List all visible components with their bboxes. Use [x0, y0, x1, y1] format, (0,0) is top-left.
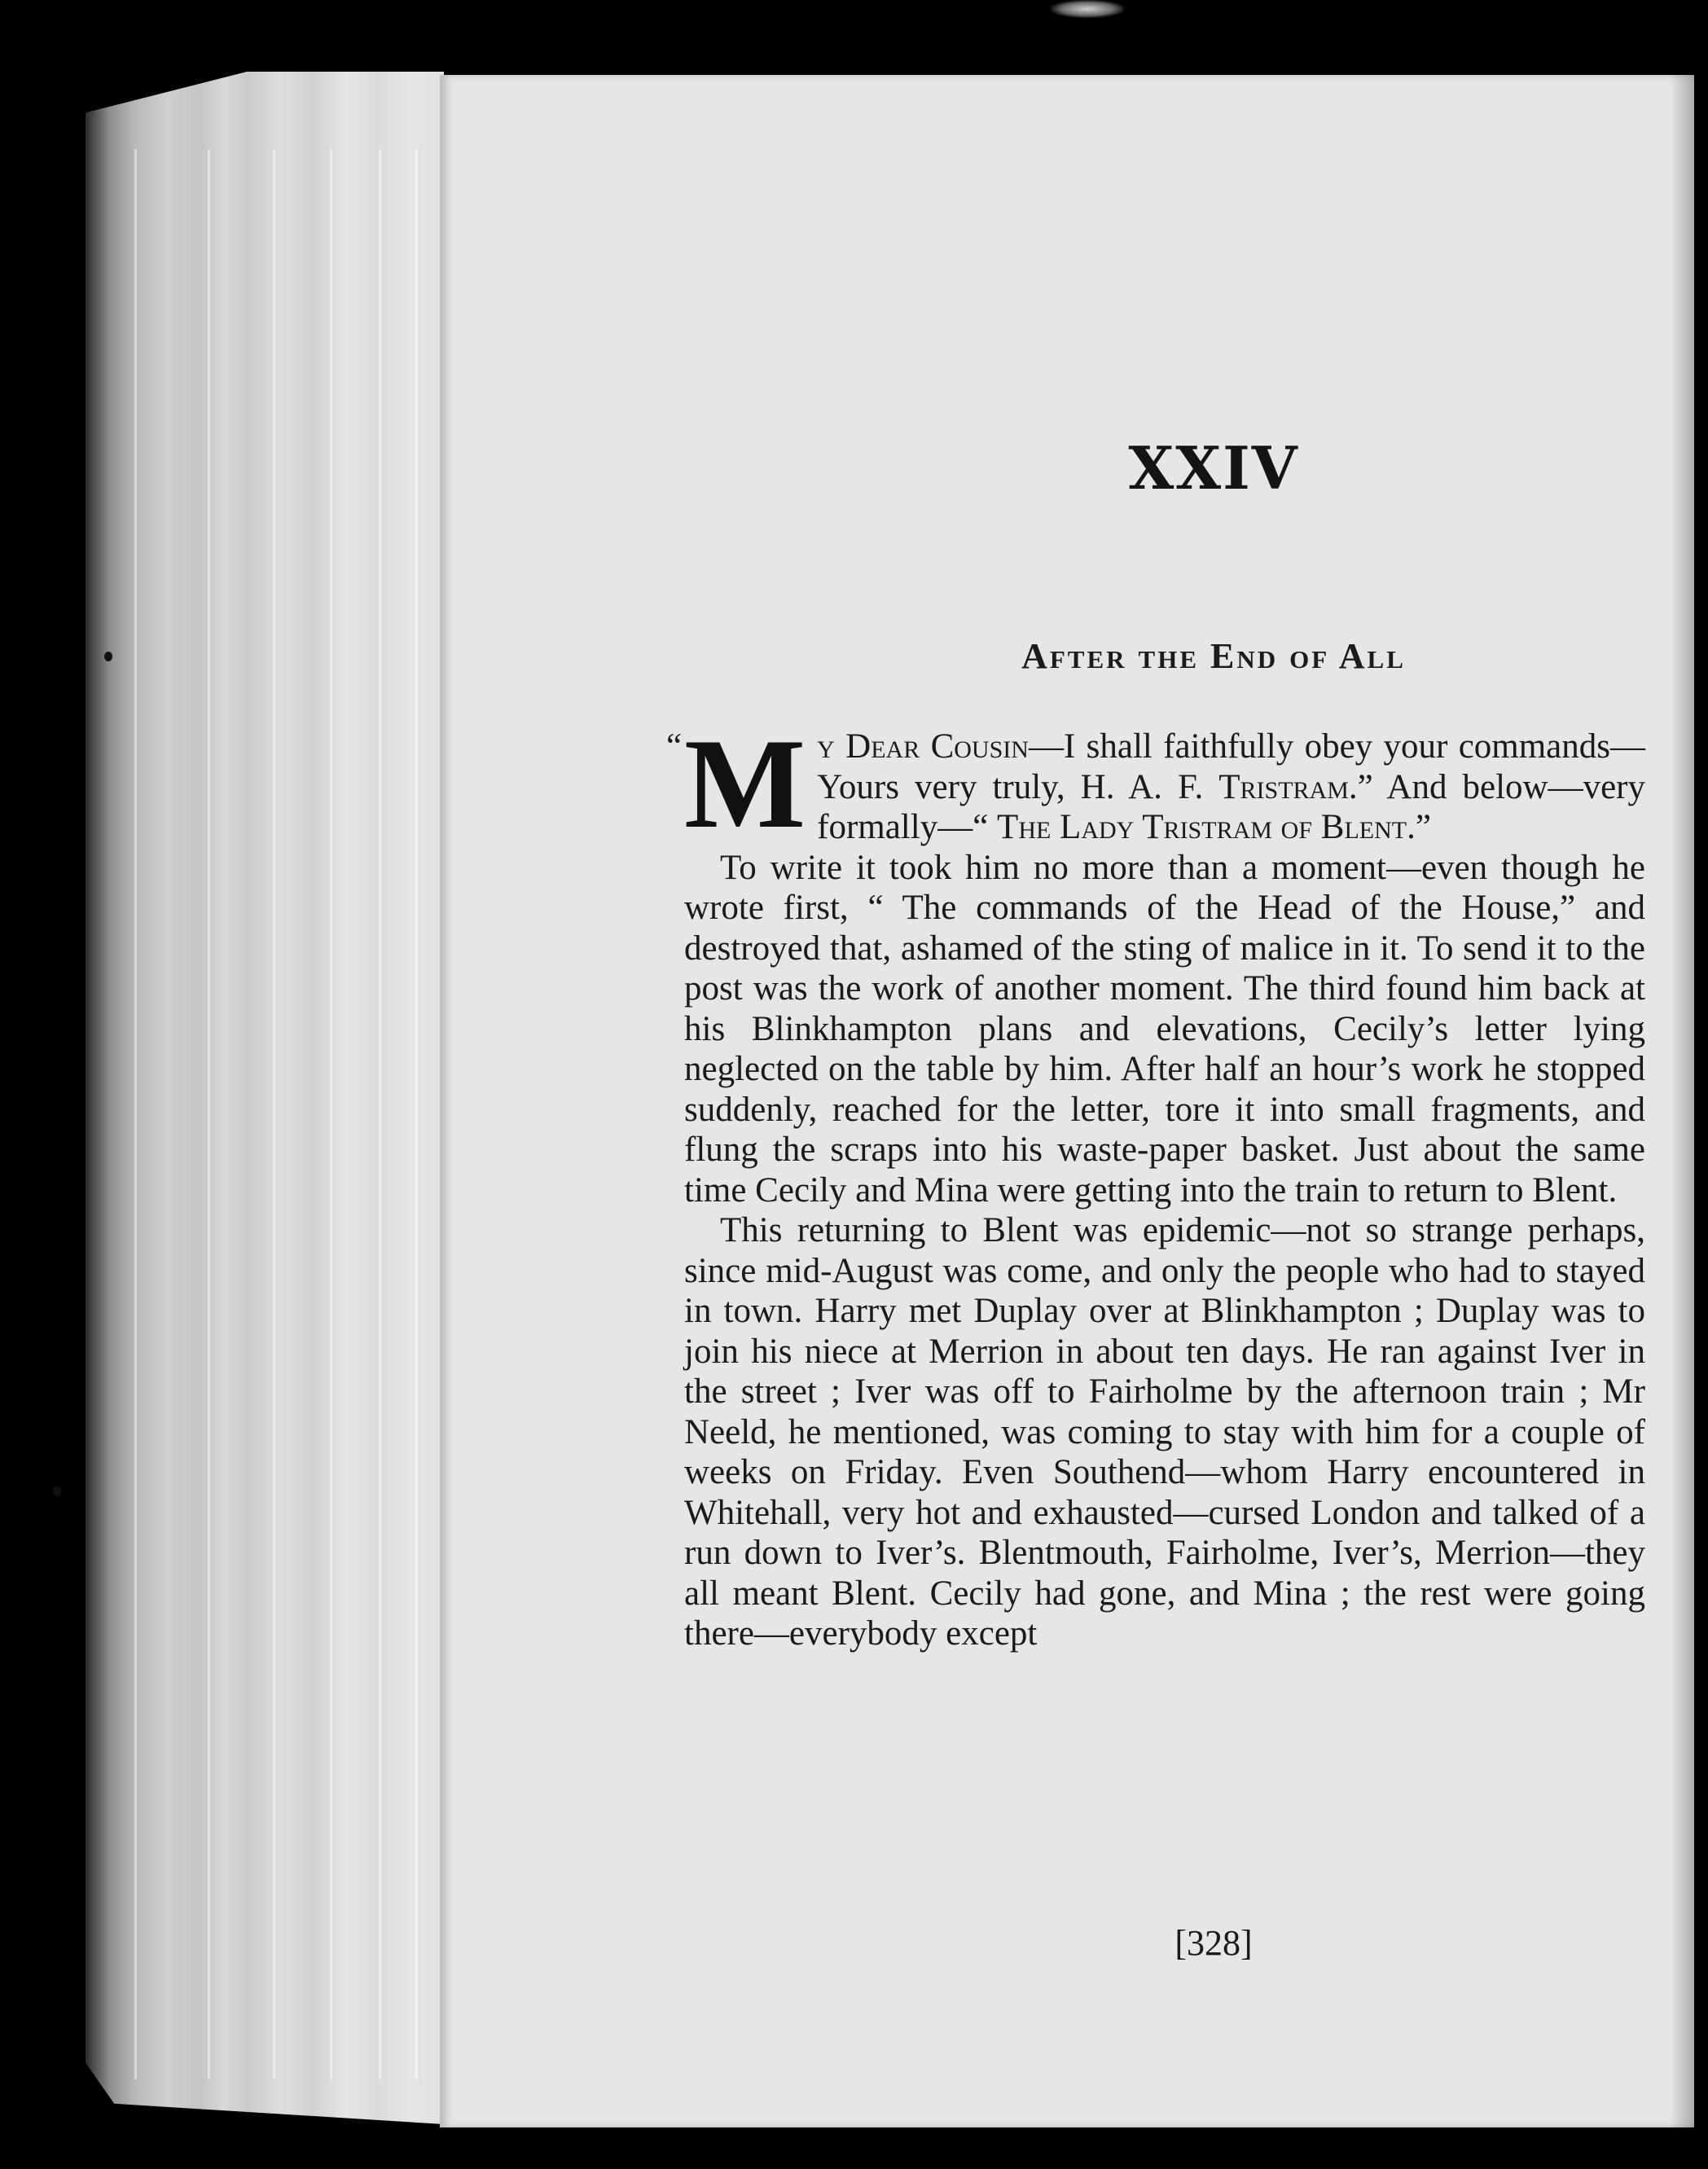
chapter-number: XXIV	[1128, 433, 1299, 503]
letter-text: —I shall faithfully obey your commands—Yours very truly, H. A. F.	[817, 727, 1645, 806]
stacked-page-edges	[86, 72, 444, 2124]
page-gutter-shadow	[1670, 75, 1694, 2127]
paragraph: To write it took him no more than a moment—even though he wrote first, “ The commands of the Head of the House,” and destroyed that, ashamed of the sting of malice in it. To send it to the post was the work of another moment. The third found him back at his Blinkhampton plans and elevations, Cecily’s letter lying neglected on the table by him. After half an hour’s work he stopped suddenly, reached for the letter, tore it into small fragments, and flung the scraps into his waste-paper basket. Just about the same time Cecily and Mina were getting into the train to return to Blent.	[684, 848, 1645, 1210]
paragraph: This returning to Blent was epidemic—not so strange perhaps, since mid-August was come, and only the people who had to stayed in town. Harry met Duplay over at Blinkhampton ; Duplay was to join his niece at Merrion in about ten days. He ran against Iver in the street ; Iver was off to Fairholme by the afternoon train ; Mr Neeld, he mentioned, was coming to stay with him for a couple of weeks on Friday. Even Southend—whom Harry encountered in Whitehall, very hot and exhausted—cursed London and talked of a run down to Iver’s. Blentmouth, Fairholme, Iver’s, Merrion—they all meant Blent. Cecily had gone, and Mina ; the rest were going there—everybody except	[684, 1211, 1645, 1653]
page-edge-line	[208, 149, 210, 2079]
book-page	[440, 75, 1694, 2127]
letter-text-continued: .” And below—very formally—“	[817, 767, 1645, 846]
addressee: The Lady Tristram of Blent	[997, 808, 1407, 846]
chapter-title: After the End of All	[1021, 636, 1406, 676]
scan-speck	[104, 652, 112, 661]
scan-smudge	[1051, 0, 1124, 18]
page-edge-line	[134, 149, 137, 2079]
letter-text-end: .”	[1407, 808, 1431, 846]
signature-name: Tristram	[1218, 767, 1349, 806]
page-edge-line	[273, 149, 275, 2079]
drop-cap: M	[684, 713, 806, 855]
opening-quote-mark: “	[666, 727, 683, 766]
chapter-body	[666, 713, 1645, 1654]
scan-speck	[53, 1486, 61, 1496]
page-edge-line	[330, 149, 332, 2079]
page-edge-line	[379, 149, 381, 2079]
page-edge-line	[415, 149, 418, 2079]
opening-paragraph	[666, 713, 1645, 855]
salutation: y Dear Cousin	[817, 727, 1029, 766]
page-number: [328]	[1175, 1923, 1253, 1963]
